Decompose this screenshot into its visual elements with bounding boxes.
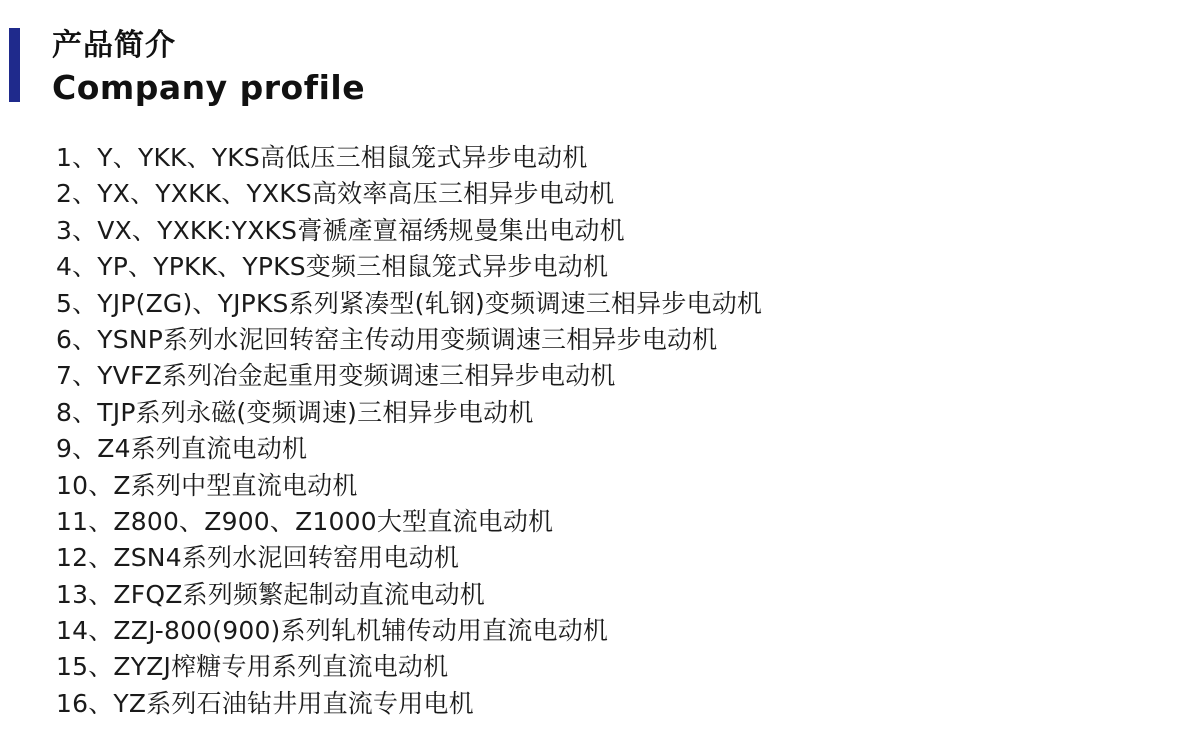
- product-item-11: 11、Z800、Z900、Z1000大型直流电动机: [56, 506, 554, 536]
- product-item-6: 6、YSNP系列水泥回转窑主传动用变频调速三相异步电动机: [56, 324, 718, 354]
- product-item-10: 10、Z系列中型直流电动机: [56, 470, 358, 500]
- product-item-8: 8、TJP系列永磁(变频调速)三相异步电动机: [56, 397, 534, 427]
- product-item-4: 4、YP、YPKK、YPKS变频三相鼠笼式异步电动机: [56, 252, 609, 282]
- page-title-cn: 产品简介: [52, 28, 176, 63]
- product-item-16: 16、YZ系列石油钻井用直流专用电机: [56, 688, 474, 718]
- product-item-2: 2、YX、YXKK、YXKS高效率高压三相异步电动机: [56, 179, 615, 209]
- product-item-9: 9、Z4系列直流电动机: [56, 434, 308, 464]
- product-item-12: 12、ZSN4系列水泥回转窑用电动机: [56, 543, 460, 573]
- product-item-14: 14、ZZJ-800(900)系列轧机辅传动用直流电动机: [56, 616, 609, 646]
- product-item-15: 15、ZYZJ榨糖专用系列直流电动机: [56, 652, 449, 682]
- product-item-1: 1、Y、YKK、YKS高低压三相鼠笼式异步电动机: [56, 143, 588, 172]
- product-item-3: 3、VX、YXKK:YXKS膏禠產亶福绣规曼集出电动机: [56, 215, 625, 245]
- product-item-5: 5、YJP(ZG)、YJPKS系列紧凑型(轧钢)变频调速三相异步电动机: [56, 288, 763, 318]
- product-item-13: 13、ZFQZ系列频繁起制动直流电动机: [56, 579, 485, 609]
- product-item-7: 7、YVFZ系列冶金起重用变频调速三相异步电动机: [56, 361, 616, 391]
- page-title-en: Company profile: [52, 68, 366, 107]
- title-accent-bar: [9, 28, 20, 102]
- product-list: [56, 140, 762, 722]
